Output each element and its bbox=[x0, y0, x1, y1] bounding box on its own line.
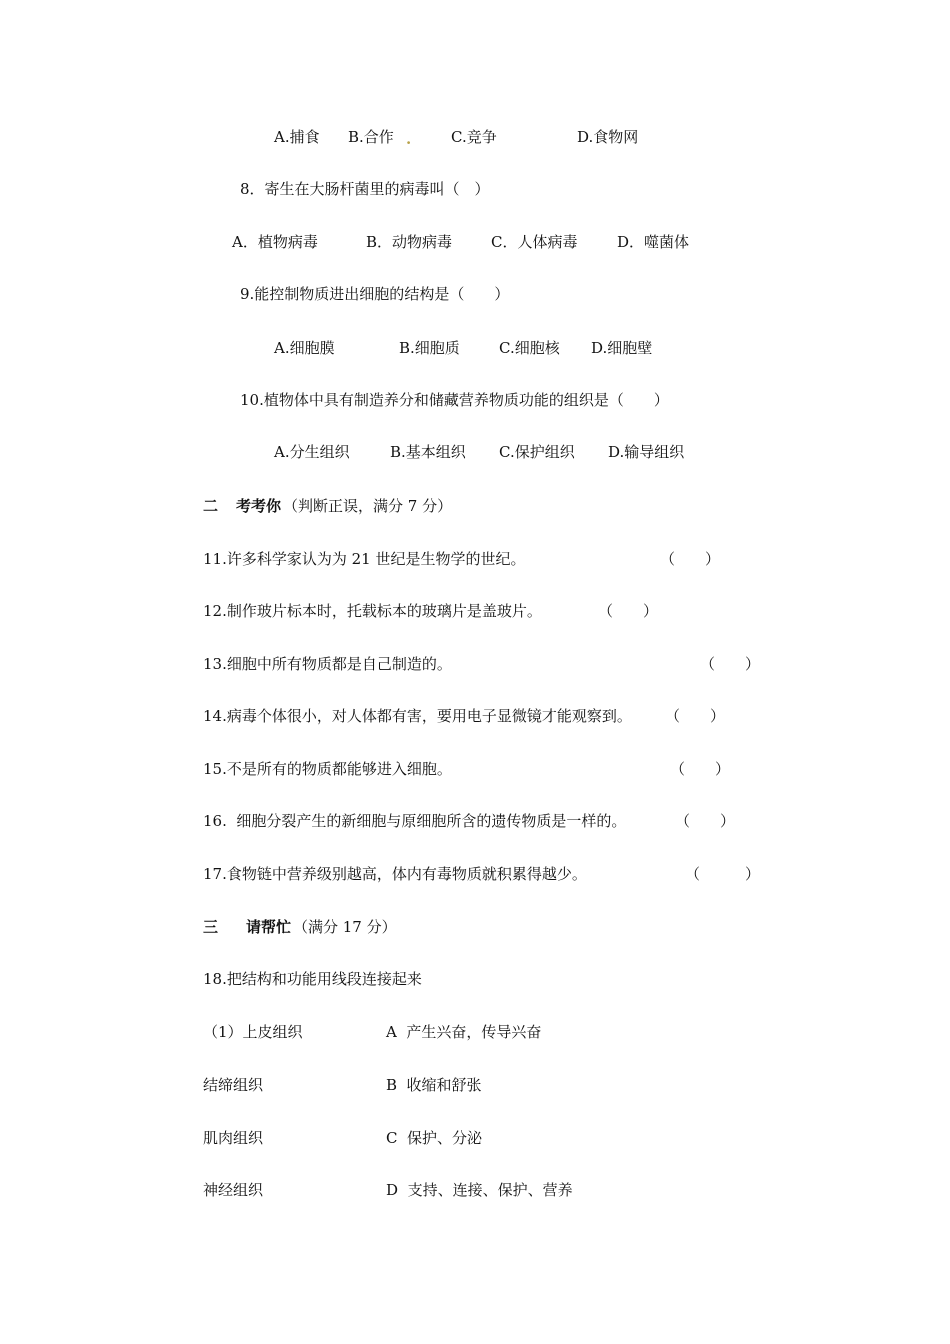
tf-item-17: 17.食物链中营养级别越高，体内有毒物质就积累得越少。 bbox=[203, 865, 587, 883]
q10-option-b: B.基本组织 bbox=[390, 443, 466, 461]
q8-option-b: B．动物病毒 bbox=[366, 233, 453, 251]
tf-paren-14: （ ） bbox=[665, 707, 726, 725]
tf-paren-11: （ ） bbox=[660, 550, 721, 568]
q7-mark: . bbox=[406, 130, 412, 148]
tf-paren-12: （ ） bbox=[598, 602, 659, 620]
match-right-a: A 产生兴奋，传导兴奋 bbox=[386, 1023, 542, 1041]
q8-option-c: C．人体病毒 bbox=[491, 233, 578, 251]
tf-paren-17: （ ） bbox=[685, 865, 761, 883]
match-left-3: 肌肉组织 bbox=[203, 1129, 264, 1147]
tf-item-13: 13.细胞中所有物质都是自己制造的。 bbox=[203, 655, 452, 673]
section2-title: 考考你 bbox=[236, 497, 282, 515]
q9-option-a: A.细胞膜 bbox=[274, 339, 335, 357]
match-left-2: 结缔组织 bbox=[203, 1076, 264, 1094]
section3-number: 三 bbox=[203, 918, 219, 936]
tf-item-14: 14.病毒个体很小，对人体都有害，要用电子显微镜才能观察到。 bbox=[203, 707, 632, 725]
section3-note: （满分 17 分） bbox=[293, 918, 397, 936]
tf-item-15: 15.不是所有的物质都能够进入细胞。 bbox=[203, 760, 452, 778]
q10-stem: 10.植物体中具有制造养分和储藏营养物质功能的组织是（ ） bbox=[240, 391, 669, 409]
q8-option-a: A．植物病毒 bbox=[232, 233, 318, 251]
q7-option-d: D.食物网 bbox=[577, 128, 639, 146]
match-left-1: （1）上皮组织 bbox=[203, 1023, 303, 1041]
q9-option-b: B.细胞质 bbox=[399, 339, 460, 357]
match-right-c: C 保护、分泌 bbox=[386, 1129, 483, 1147]
q7-option-a: A.捕食 bbox=[274, 128, 320, 146]
q8-option-d: D．噬菌体 bbox=[617, 233, 690, 251]
section2-number: 二 bbox=[203, 497, 219, 515]
tf-paren-16: （ ） bbox=[675, 812, 736, 830]
tf-item-12: 12.制作玻片标本时，托载标本的玻璃片是盖玻片。 bbox=[203, 602, 542, 620]
tf-item-11: 11.许多科学家认为为 21 世纪是生物学的世纪。 bbox=[203, 550, 526, 568]
q18-stem: 18.把结构和功能用线段连接起来 bbox=[203, 970, 422, 988]
q7-option-b: B.合作 bbox=[348, 128, 394, 146]
q8-stem: 8．寄生在大肠杆菌里的病毒叫（ ） bbox=[240, 180, 490, 198]
q9-option-d: D.细胞壁 bbox=[591, 339, 653, 357]
q7-option-c: C.竞争 bbox=[451, 128, 497, 146]
q9-stem: 9.能控制物质进出细胞的结构是（ ） bbox=[240, 285, 510, 303]
section2-note: （判断正误，满分 7 分） bbox=[283, 497, 453, 515]
tf-item-16: 16. 细胞分裂产生的新细胞与原细胞所含的遗传物质是一样的。 bbox=[203, 812, 627, 830]
q10-option-d: D.输导组织 bbox=[608, 443, 685, 461]
match-left-4: 神经组织 bbox=[203, 1181, 264, 1199]
match-right-b: B 收缩和舒张 bbox=[386, 1076, 482, 1094]
q10-option-c: C.保护组织 bbox=[499, 443, 575, 461]
section3-title: 请帮忙 bbox=[246, 918, 292, 936]
tf-paren-15: （ ） bbox=[670, 760, 731, 778]
match-right-d: D 支持、连接、保护、营养 bbox=[386, 1181, 573, 1199]
q10-option-a: A.分生组织 bbox=[274, 443, 350, 461]
tf-paren-13: （ ） bbox=[700, 655, 761, 673]
q9-option-c: C.细胞核 bbox=[499, 339, 560, 357]
